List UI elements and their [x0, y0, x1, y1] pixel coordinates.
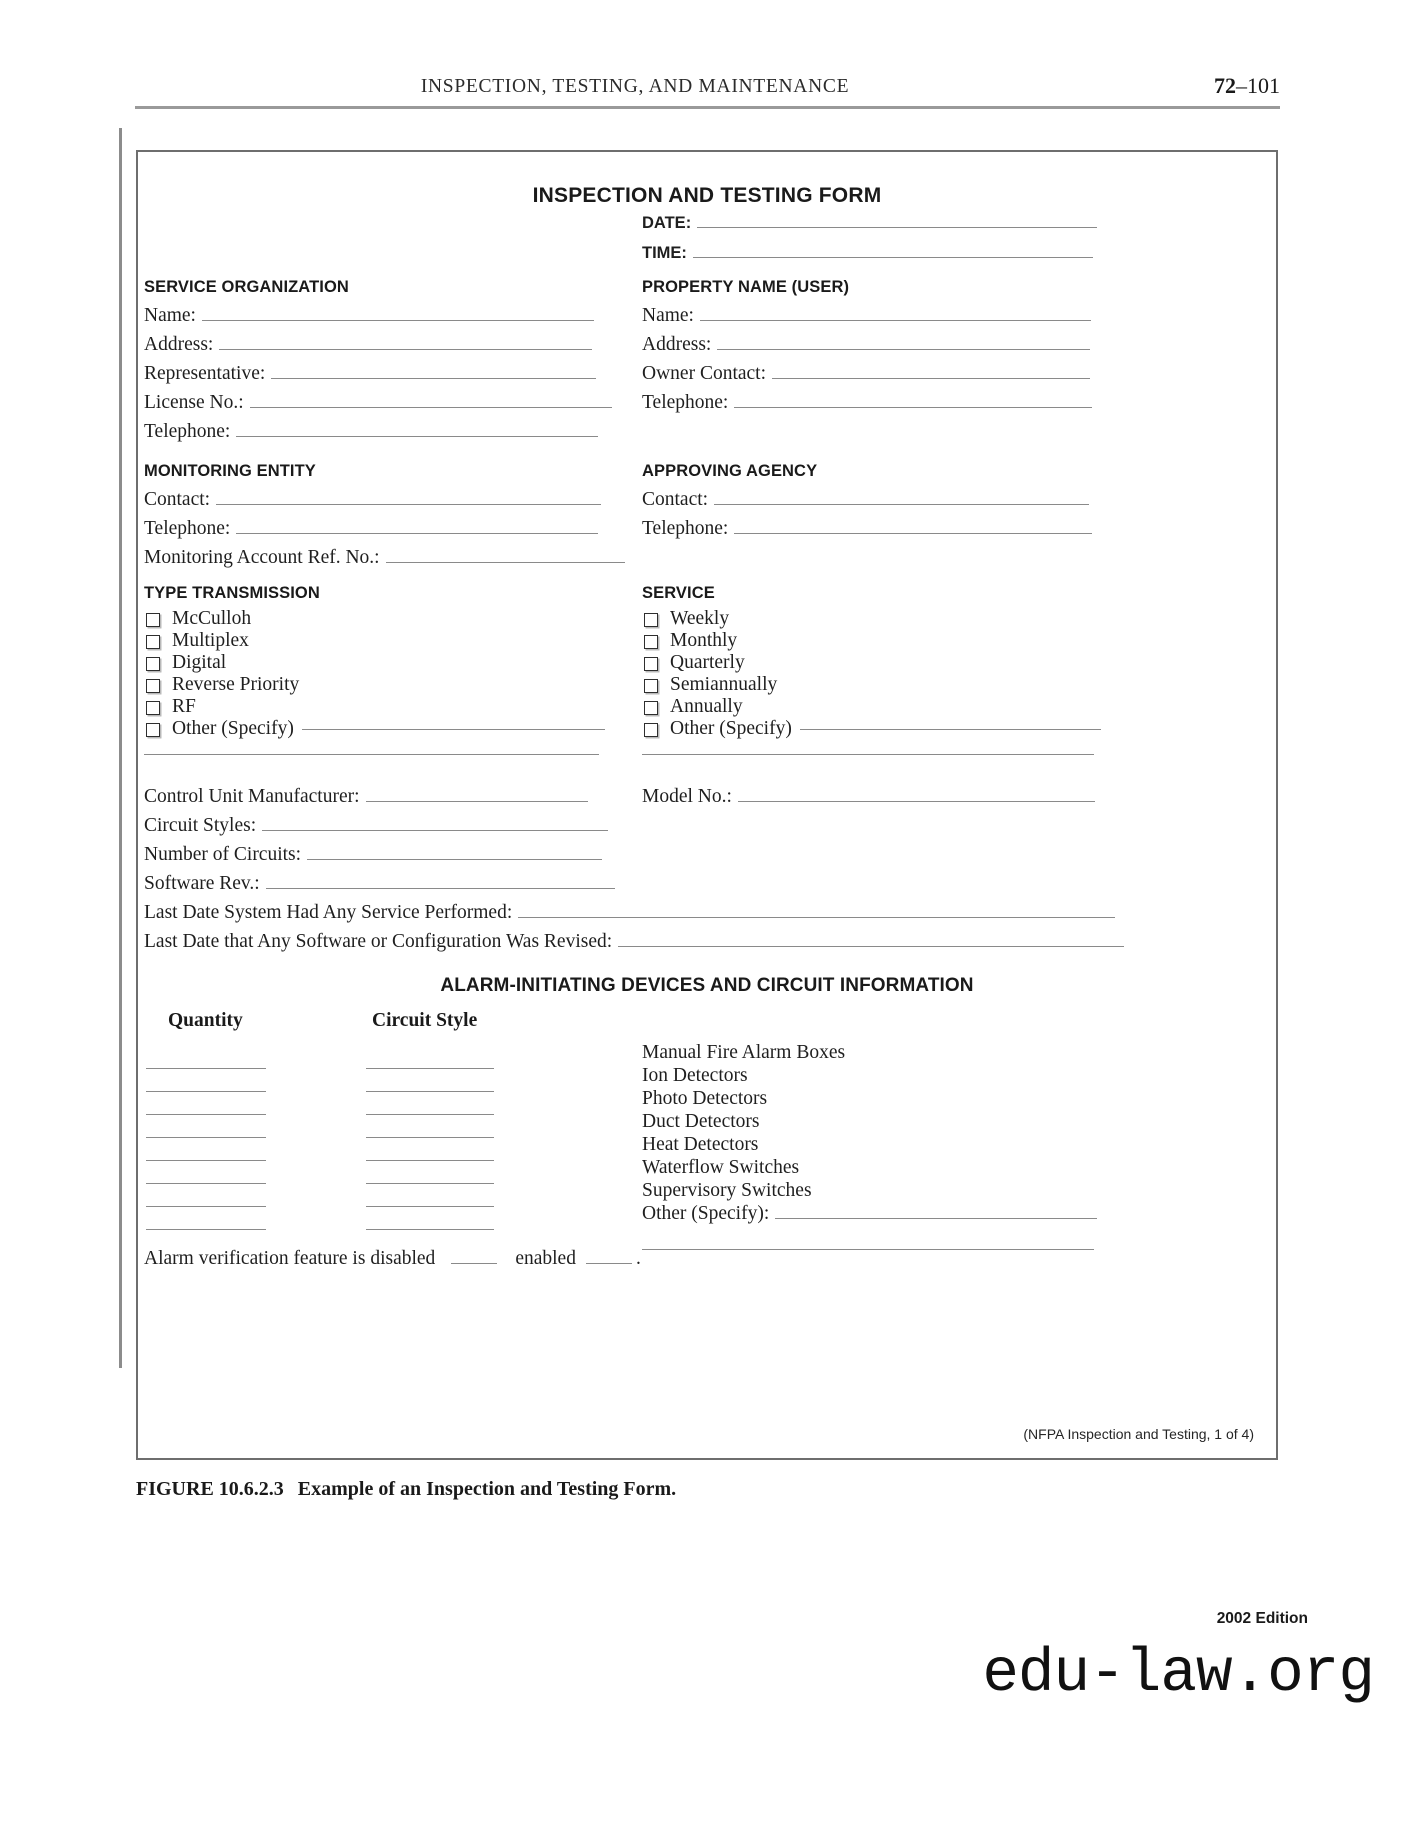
running-head-rule: [135, 106, 1280, 109]
page-number: [1214, 73, 1280, 99]
checkbox-other-transmission-rule[interactable]: [302, 728, 605, 730]
field-aa-contact-rule[interactable]: [714, 503, 1089, 505]
checkbox-row-other-service[interactable]: [644, 718, 1101, 740]
device-label-waterflow-switches: Waterflow Switches: [642, 1157, 800, 1178]
edition-label: 2002 Edition: [1216, 1610, 1308, 1627]
alarm-verification-enabled-blank[interactable]: [586, 1262, 632, 1264]
field-aa-telephone-label: Telephone:: [642, 518, 729, 539]
form-title: INSPECTION AND TESTING FORM: [532, 184, 882, 207]
field-so-representative[interactable]: [144, 363, 596, 385]
circuit-style-blank-6[interactable]: [366, 1183, 494, 1184]
field-model-no[interactable]: [642, 786, 1095, 808]
field-pn-address-label: Address:: [642, 334, 712, 355]
device-label-supervisory-switches: Supervisory Switches: [642, 1180, 812, 1201]
device-label-photo-detectors: Photo Detectors: [642, 1088, 768, 1109]
field-circuit-styles[interactable]: [144, 815, 608, 837]
field-me-account-ref[interactable]: [144, 547, 625, 569]
form-footer-note: (NFPA Inspection and Testing, 1 of 4): [1023, 1426, 1254, 1442]
field-pn-address-rule[interactable]: [717, 348, 1090, 350]
device-label-ion-detectors: Ion Detectors: [642, 1065, 748, 1086]
running-head: [135, 73, 1280, 110]
device-label-duct-detectors: Duct Detectors: [642, 1111, 760, 1132]
field-last-software-revision-date-rule[interactable]: [618, 945, 1124, 947]
checkbox-icon[interactable]: [644, 635, 658, 649]
heading-approving-agency: APPROVING AGENCY: [642, 462, 818, 480]
field-number-of-circuits[interactable]: [144, 844, 602, 866]
checkbox-row-quarterly[interactable]: [644, 652, 745, 674]
field-control-unit-manufacturer-label: Control Unit Manufacturer:: [144, 786, 360, 807]
checkbox-label: Reverse Priority: [172, 674, 300, 695]
checkbox-row-rf[interactable]: [146, 696, 196, 718]
checkbox-row-reverse-priority[interactable]: [146, 674, 299, 696]
quantity-blank-5[interactable]: [146, 1160, 266, 1161]
field-time-rule[interactable]: [693, 256, 1093, 258]
other-service-continuation-rule[interactable]: [642, 754, 1094, 755]
device-other-specify-rule[interactable]: [775, 1217, 1097, 1219]
page-number-chapter: 72: [1214, 73, 1236, 98]
inspection-testing-form: [136, 150, 1278, 1460]
field-last-software-revision-date[interactable]: [144, 931, 1124, 953]
field-software-rev-label: Software Rev.:: [144, 873, 260, 894]
field-me-contact[interactable]: [144, 489, 601, 511]
field-number-of-circuits-label: Number of Circuits:: [144, 844, 302, 865]
field-control-unit-manufacturer[interactable]: [144, 786, 588, 808]
heading-type-transmission: TYPE TRANSMISSION: [144, 584, 320, 602]
field-me-telephone-rule[interactable]: [236, 532, 598, 534]
change-bar: [119, 128, 122, 1368]
heading-service: SERVICE: [642, 584, 715, 602]
field-date-label: DATE:: [642, 214, 692, 232]
quantity-blank-7[interactable]: [146, 1206, 266, 1207]
checkbox-row-semiannually[interactable]: [644, 674, 777, 696]
field-so-telephone-rule[interactable]: [236, 435, 598, 437]
field-so-license-no[interactable]: [144, 392, 612, 414]
field-pn-telephone-label: Telephone:: [642, 392, 729, 413]
field-pn-name-rule[interactable]: [700, 319, 1091, 321]
field-pn-owner-contact-label: Owner Contact:: [642, 363, 767, 384]
checkbox-icon[interactable]: [644, 701, 658, 715]
field-so-name-rule[interactable]: [202, 319, 594, 321]
field-time-label: TIME:: [642, 244, 687, 262]
quantity-blank-6[interactable]: [146, 1183, 266, 1184]
device-label-heat-detectors: Heat Detectors: [642, 1134, 759, 1155]
heading-monitoring-entity: MONITORING ENTITY: [144, 462, 316, 480]
page-number-suffix: –101: [1236, 73, 1280, 98]
field-date[interactable]: [642, 214, 1097, 233]
field-so-name[interactable]: [144, 305, 594, 327]
field-so-name-label: Name:: [144, 305, 196, 326]
field-so-telephone[interactable]: [144, 421, 598, 443]
quantity-blank-2[interactable]: [146, 1091, 266, 1092]
checkbox-label: Multiplex: [172, 630, 249, 651]
checkbox-label: Monthly: [670, 630, 738, 651]
checkbox-icon[interactable]: [146, 613, 160, 627]
field-number-of-circuits-rule[interactable]: [307, 858, 602, 860]
field-pn-owner-contact[interactable]: [642, 363, 1090, 385]
field-last-service-date-rule[interactable]: [518, 916, 1115, 918]
watermark: edu-law.org: [982, 1640, 1374, 1709]
circuit-style-blank-8[interactable]: [366, 1229, 494, 1230]
checkbox-row-digital[interactable]: [146, 652, 226, 674]
checkbox-row-multiplex[interactable]: [146, 630, 249, 652]
circuit-style-blank-3[interactable]: [366, 1114, 494, 1115]
figure-caption: [136, 1478, 676, 1501]
figure-caption-text: Example of an Inspection and Testing Form.: [297, 1478, 677, 1500]
field-circuit-styles-rule[interactable]: [262, 829, 608, 831]
checkbox-icon[interactable]: [146, 635, 160, 649]
circuit-style-blank-4[interactable]: [366, 1137, 494, 1138]
checkbox-label: Other (Specify): [670, 718, 792, 739]
alarm-verification-prefix: Alarm verification feature is disabled: [144, 1248, 436, 1269]
checkbox-row-mcculloh[interactable]: [146, 608, 251, 630]
checkbox-icon[interactable]: [146, 679, 160, 693]
checkbox-other-service-rule[interactable]: [800, 728, 1101, 730]
heading-service-organization: SERVICE ORGANIZATION: [144, 278, 349, 296]
checkbox-icon[interactable]: [644, 613, 658, 627]
checkbox-icon[interactable]: [644, 679, 658, 693]
field-aa-telephone[interactable]: [642, 518, 1092, 540]
circuit-style-blank-1[interactable]: [366, 1068, 494, 1069]
field-last-service-date[interactable]: [144, 902, 1115, 924]
field-aa-contact[interactable]: [642, 489, 1089, 511]
field-pn-telephone[interactable]: [642, 392, 1092, 414]
field-control-unit-manufacturer-rule[interactable]: [366, 800, 588, 802]
device-label-other-specify[interactable]: [642, 1203, 1097, 1225]
field-me-telephone[interactable]: [144, 518, 598, 540]
field-pn-address[interactable]: [642, 334, 1090, 356]
checkbox-icon[interactable]: [146, 701, 160, 715]
checkbox-label: Weekly: [670, 608, 730, 629]
checkbox-label: McCulloh: [172, 608, 252, 629]
field-pn-name[interactable]: [642, 305, 1091, 327]
checkbox-label: Other (Specify): [172, 718, 294, 739]
device-other-specify-continuation-rule[interactable]: [642, 1249, 1094, 1250]
alarm-verification-middle: enabled: [515, 1248, 576, 1269]
quantity-blank-3[interactable]: [146, 1114, 266, 1115]
field-model-no-label: Model No.:: [642, 786, 732, 807]
checkbox-label: Annually: [670, 696, 743, 717]
circuit-style-blank-2[interactable]: [366, 1091, 494, 1092]
checkbox-row-other-transmission[interactable]: [146, 718, 605, 740]
alarm-verification-suffix: .: [635, 1248, 641, 1269]
checkbox-icon[interactable]: [146, 723, 160, 737]
field-me-contact-rule[interactable]: [216, 503, 601, 505]
column-header-circuit-style: Circuit Style: [372, 1010, 478, 1031]
field-time[interactable]: [642, 244, 1093, 263]
field-so-license-no-rule[interactable]: [250, 406, 612, 408]
heading-alarm-initiating-devices: ALARM-INITIATING DEVICES AND CIRCUIT INFORMATION: [440, 975, 974, 996]
field-last-software-revision-date-label: Last Date that Any Software or Configuration Was Revised:: [144, 931, 613, 952]
field-software-rev-rule[interactable]: [266, 887, 615, 889]
circuit-style-blank-5[interactable]: [366, 1160, 494, 1161]
checkbox-row-monthly[interactable]: [644, 630, 737, 652]
field-so-address[interactable]: [144, 334, 592, 356]
field-me-contact-label: Contact:: [144, 489, 211, 510]
field-so-telephone-label: Telephone:: [144, 421, 231, 442]
circuit-style-blank-7[interactable]: [366, 1206, 494, 1207]
field-so-address-label: Address:: [144, 334, 214, 355]
field-model-no-rule[interactable]: [738, 800, 1095, 802]
field-so-representative-label: Representative:: [144, 363, 266, 384]
field-aa-telephone-rule[interactable]: [734, 532, 1092, 534]
checkbox-label: RF: [172, 696, 196, 717]
field-so-license-no-label: License No.:: [144, 392, 244, 413]
checkbox-label: Semiannually: [670, 674, 778, 695]
other-transmission-continuation-rule[interactable]: [144, 754, 599, 755]
field-me-account-ref-rule[interactable]: [386, 561, 625, 563]
field-aa-contact-label: Contact:: [642, 489, 709, 510]
alarm-verification-row[interactable]: [144, 1248, 647, 1270]
field-pn-name-label: Name:: [642, 305, 694, 326]
heading-property-name: PROPERTY NAME (USER): [642, 278, 850, 296]
checkbox-label: Quarterly: [670, 652, 745, 673]
field-software-rev[interactable]: [144, 873, 615, 895]
field-pn-telephone-rule[interactable]: [734, 406, 1092, 408]
checkbox-icon[interactable]: [644, 723, 658, 737]
quantity-blank-4[interactable]: [146, 1137, 266, 1138]
checkbox-row-weekly[interactable]: [644, 608, 729, 630]
field-me-telephone-label: Telephone:: [144, 518, 231, 539]
field-circuit-styles-label: Circuit Styles:: [144, 815, 257, 836]
field-so-representative-rule[interactable]: [271, 377, 596, 379]
device-label-manual-fire-alarm-boxes: Manual Fire Alarm Boxes: [642, 1042, 846, 1063]
column-header-quantity: Quantity: [168, 1010, 243, 1031]
running-head-title: INSPECTION, TESTING, AND MAINTENANCE: [420, 76, 850, 97]
alarm-verification-disabled-blank[interactable]: [451, 1262, 497, 1264]
checkbox-icon[interactable]: [644, 657, 658, 671]
checkbox-icon[interactable]: [146, 657, 160, 671]
device-other-specify-label: Other (Specify):: [642, 1203, 770, 1224]
field-pn-owner-contact-rule[interactable]: [772, 377, 1090, 379]
figure-number: FIGURE 10.6.2.3: [136, 1478, 284, 1500]
quantity-blank-1[interactable]: [146, 1068, 266, 1069]
field-date-rule[interactable]: [697, 226, 1097, 228]
quantity-blank-8[interactable]: [146, 1229, 266, 1230]
field-me-account-ref-label: Monitoring Account Ref. No.:: [144, 547, 380, 568]
checkbox-row-annually[interactable]: [644, 696, 743, 718]
field-so-address-rule[interactable]: [219, 348, 592, 350]
checkbox-label: Digital: [172, 652, 227, 673]
field-last-service-date-label: Last Date System Had Any Service Performed:: [144, 902, 513, 923]
